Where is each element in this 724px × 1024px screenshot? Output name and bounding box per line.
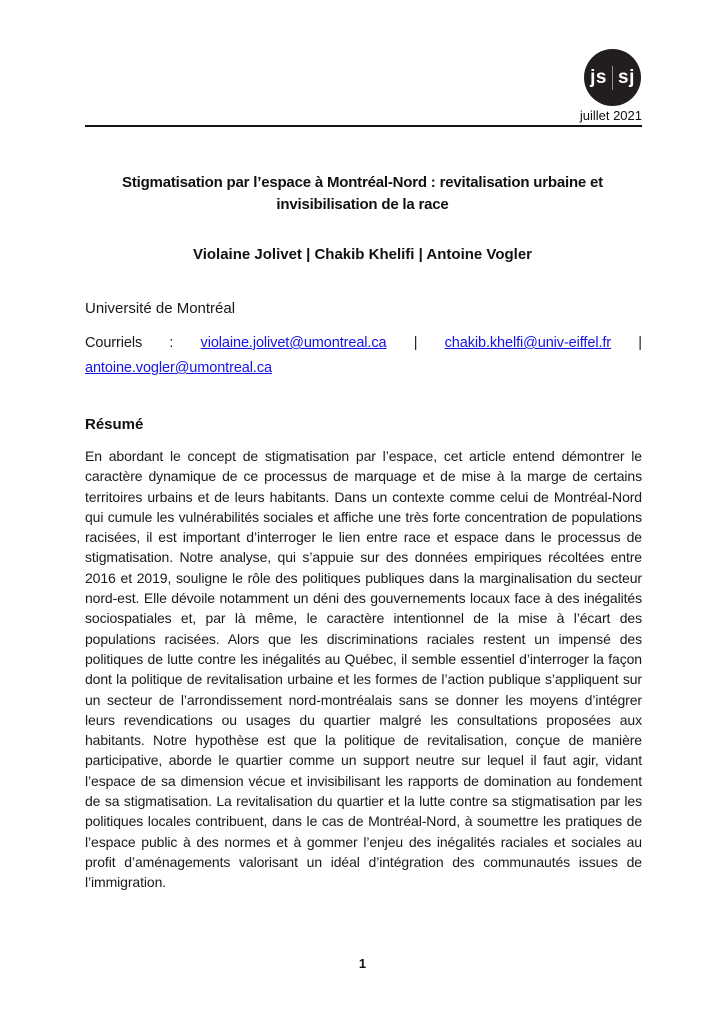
- email-link-2[interactable]: chakib.khelfi@univ-eiffel.fr: [444, 335, 612, 351]
- article-title: Stigmatisation par l’espace à Montréal-Nord : revitalisation urbaine et invisibilisation de la race: [122, 174, 603, 213]
- logo-divider: [612, 66, 613, 90]
- affiliation: Université de Montréal: [85, 300, 236, 317]
- article-authors: Violaine Jolivet | Chakib Khelifi | Antoine Vogler: [192, 246, 532, 263]
- emails-label: Courriels :: [85, 335, 174, 351]
- issue-date: juillet 2021: [579, 108, 642, 123]
- logo-text-right: sj: [618, 66, 635, 88]
- email-separator: |: [413, 335, 418, 351]
- page-number: 1: [358, 956, 367, 971]
- abstract-body: En abordant le concept de stigmatisation par l’espace, cet article entend démontrer le caractère dynamique de ce processus de marquage et de mise à la marge de certains territoires urbains et de leurs habitants. Dans un contexte comme celui de Montréal-Nord qui cumule les vulnérabilités sociales et affiche une très forte concentration de populations racisées, il est important d’interroger le lien entre race et espace dans le processus de stigmatisation. Notre analyse, qui s’appuie sur des données empiriques récoltées entre 2016 et 2019, souligne le rôle des politiques publiques dans la marginalisation du secteur nord-est. Elle dévoile notamment un déni des gouvernements locaux face à des inégalités sociospatiales et, par là même, le caractère intentionnel de la mise à l’écart des populations racisées. Alors que les discriminations raciales restent un impensé des politiques de lutte contre les inégalités au Québec, il semble essentiel d’interroger la façon dont la politique de revitalisation urbaine et les formes de l’action publique s’appliquent sur un secteur de l’arrondissement nord-montréalais sans se donner les moyens d’intégrer leurs revendications ou usages du quartier malgré les consultations proposées aux habitants. Notre hypothèse est que la politique de revitalisation, conçue de manière participative, aborde le quartier comme un support neutre sur lequel il faut agir, vidant l’espace de sa dimension vécue et invisibilisant les rapports de domination au fondement de sa stigmatisation. La revitalisation du quartier et la lutte contre sa stigmatisation par les politiques locales contribuent, dans le cas de Montréal-Nord, à soumettre les pratiques de l’espace public à des normes et à gommer l’enjeu des inégalités raciales et sociales au profit d’aménagements valorisant un idéal d’intégration des communautés issues de l’immigration.: [85, 448, 642, 891]
- journal-logo: [584, 49, 641, 106]
- logo-text-left: js: [590, 66, 607, 88]
- email-link-1[interactable]: violaine.jolivet@umontreal.ca: [200, 335, 387, 351]
- emails-line: [85, 331, 642, 381]
- email-link-3[interactable]: antoine.vogler@umontreal.ca: [85, 360, 272, 376]
- header-divider: [85, 125, 642, 127]
- abstract-heading: Résumé: [85, 416, 144, 433]
- email-separator: |: [638, 335, 642, 351]
